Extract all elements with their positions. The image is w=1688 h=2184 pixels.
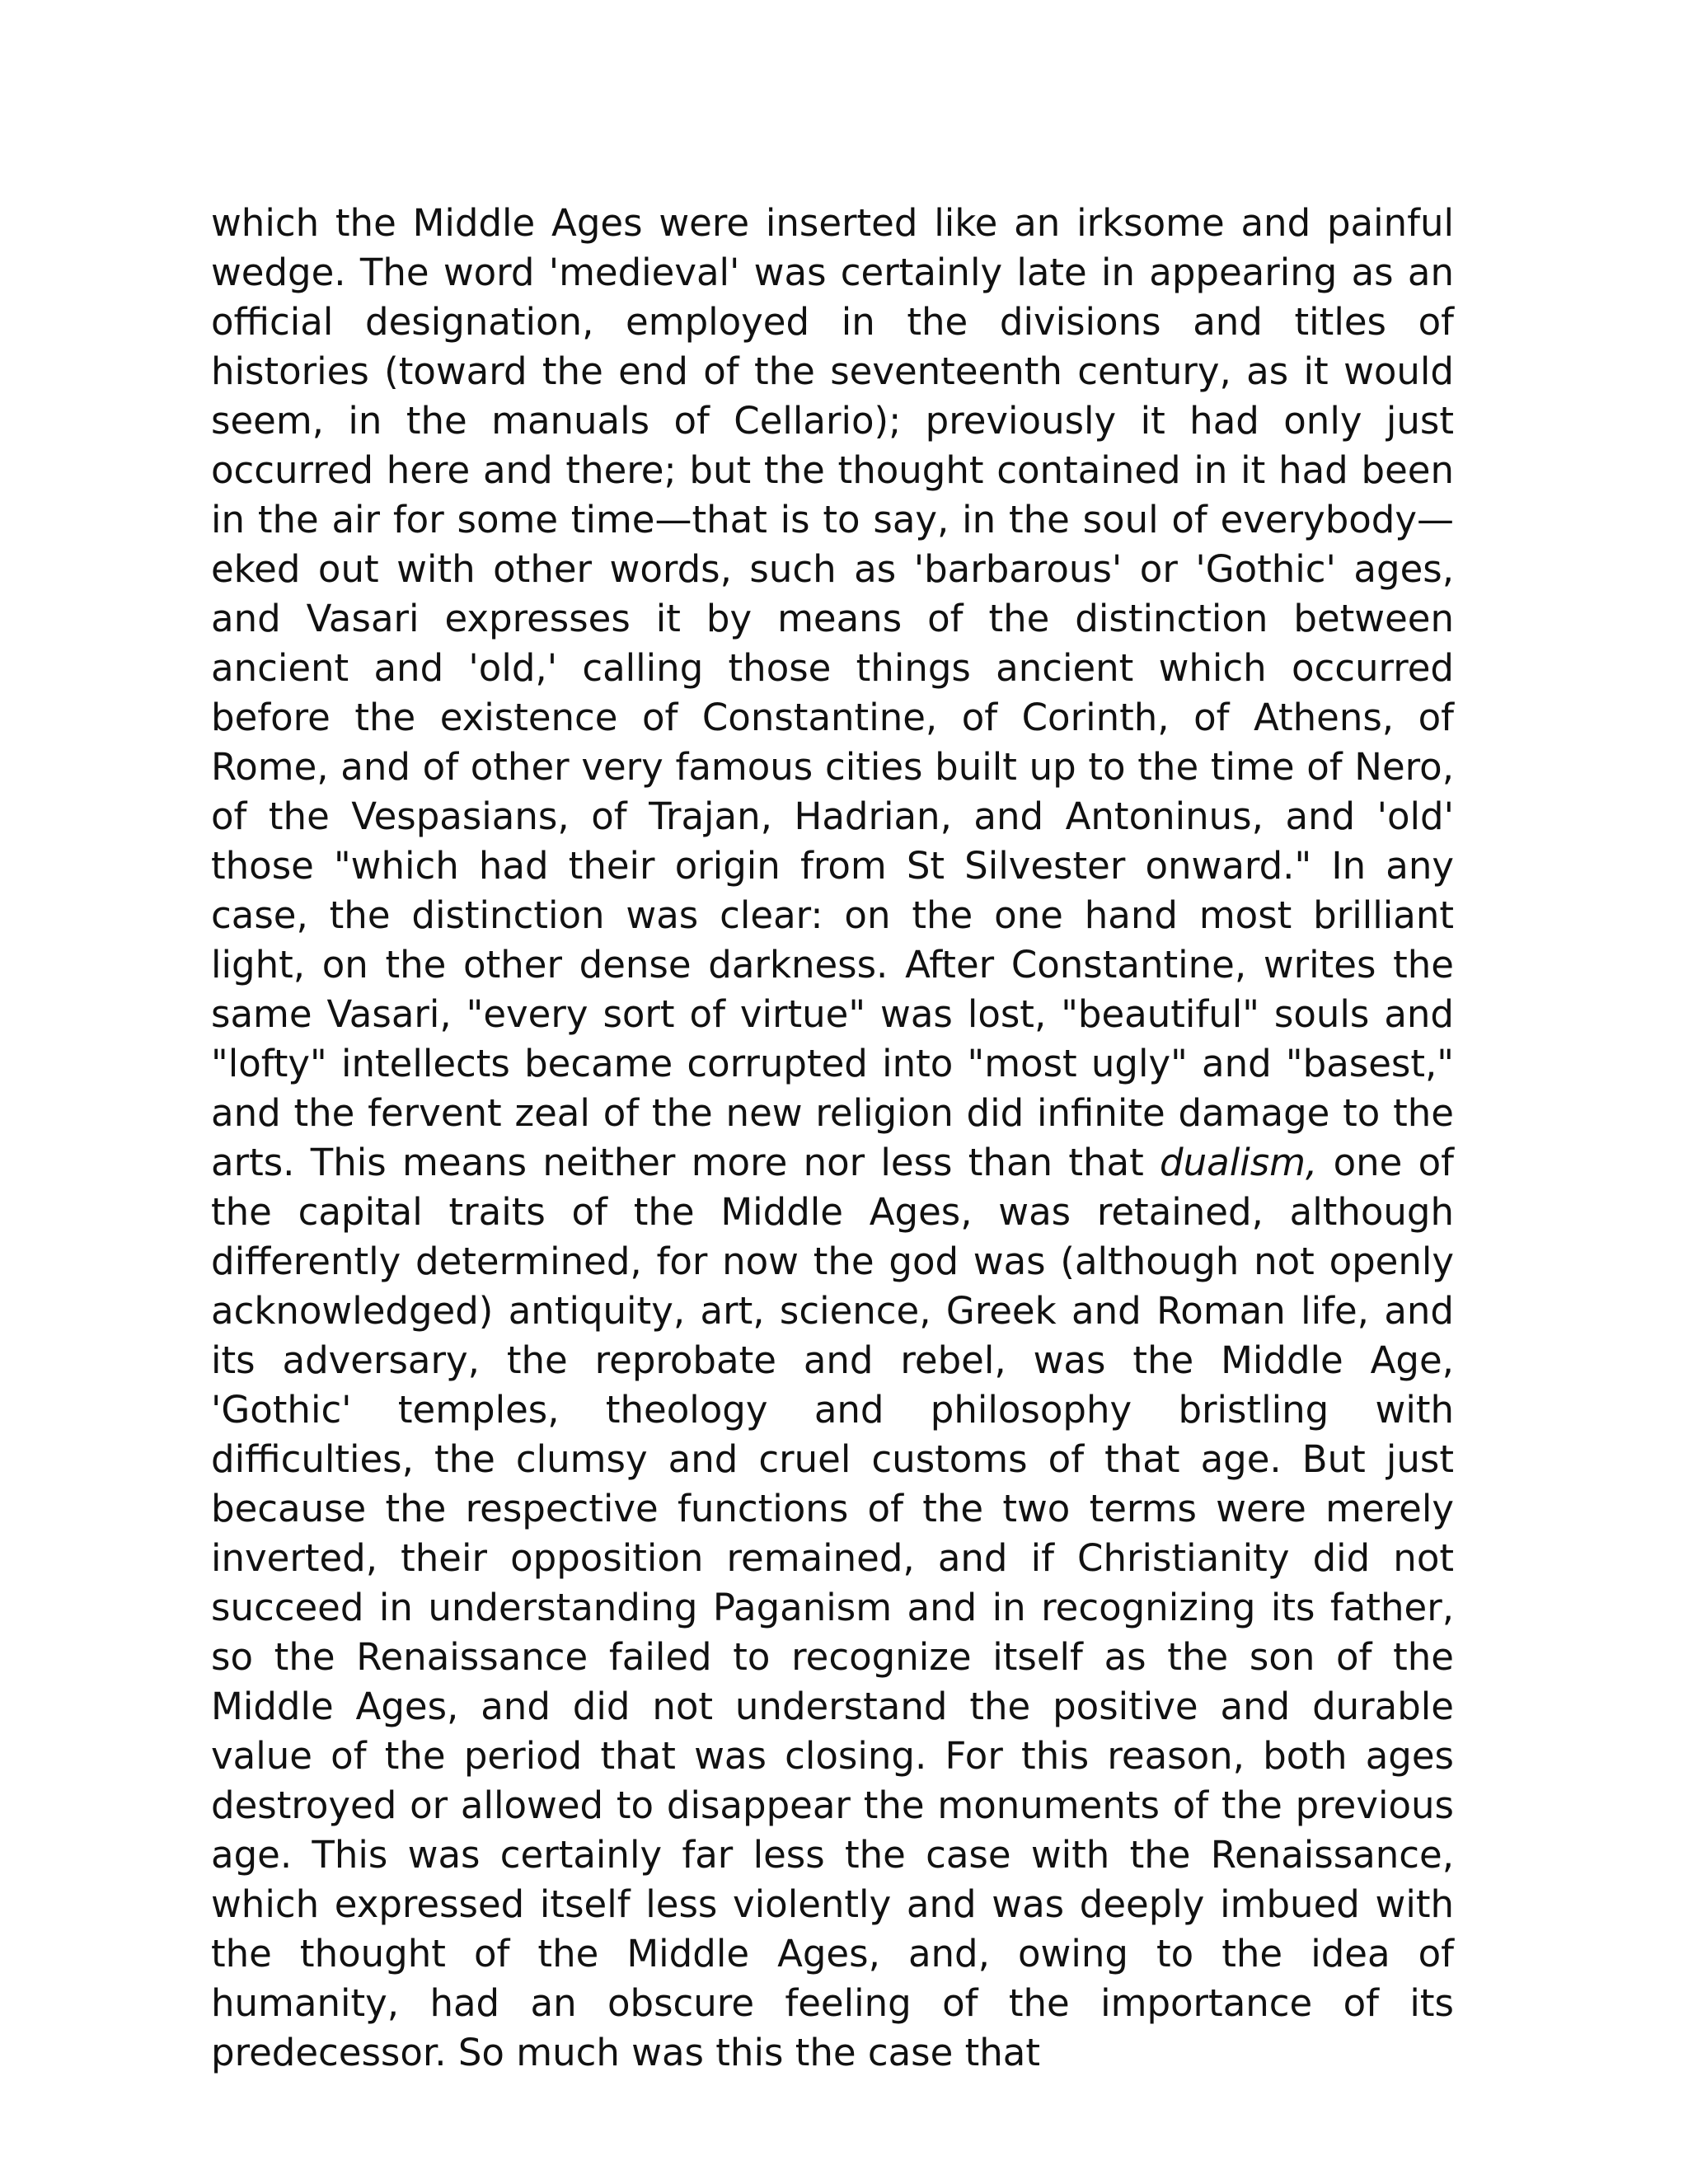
document-page bbox=[211, 199, 1454, 2078]
italic-term: dualism, bbox=[1160, 1141, 1318, 1184]
paragraph-text-after-italic: one of the capital traits of the Middle Ages, was retained, although differently determined, for now the god was (although not openly acknowledged) antiquity, art, science, Greek and Roman life, and its adversary, the reprobate and rebel, was the Middle Age, 'Gothic' temples, theology and philosophy bristling with difficulties, the clumsy and cruel customs of that age. But just because the respective functions of the two terms were merely inverted, their opposition remained, and if Christianity did not succeed in understanding Paganism and in recognizing its father, so the Renaissance failed to recognize itself as the son of the Middle Ages, and did not understand the positive and durable value of the period that was closing. For this reason, both ages destroyed or allowed to disappear the monuments of the previous age. This was certainly far less the case with the Renaissance, which expressed itself less violently and was deeply imbued with the thought of the Middle Ages, and, owing to the idea of humanity, had an obscure feeling of the importance of its predecessor. So much was this the case that bbox=[211, 1141, 1454, 2074]
paragraph-text-before-italic: which the Middle Ages were inserted like an irksome and painful wedge. The word 'medieval' was certainly late in appearing as an official designation, employed in the divisions and titles of histories (toward the end of the seventeenth century, as it would seem, in the manuals of Cellario); previously it had only just occurred here and there; but the thought contained in it had been in the air for some time—that is to say, in the soul of everybody—eked out with other words, such as 'barbarous' or 'Gothic' ages, and Vasari expresses it by means of the distinction between ancient and 'old,' calling those things ancient which occurred before the existence of Constantine, of Corinth, of Athens, of Rome, and of other very famous cities built up to the time of Nero, of the Vespasians, of Trajan, Hadrian, and Antoninus, and 'old' those "which had their origin from St Silvester onward." In any case, the distinction was clear: on the one hand most brilliant light, on the other dense darkness. After Constantine, writes the same Vasari, "every sort of virtue" was lost, "beautiful" souls and "lofty" intellects became corrupted into "most ugly" and "basest," and the fervent zeal of the new religion did infinite damage to the arts. This means neither more nor less than that bbox=[211, 201, 1454, 1184]
body-paragraph bbox=[211, 199, 1454, 2078]
